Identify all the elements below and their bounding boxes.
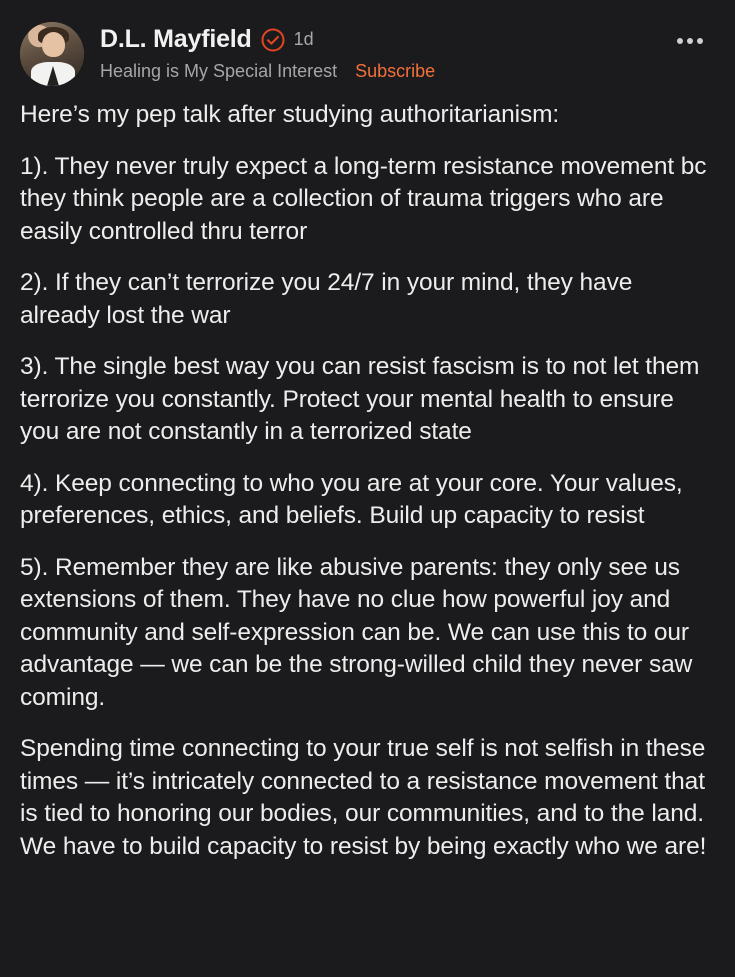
subscribe-button[interactable]: Subscribe xyxy=(355,61,436,81)
dot xyxy=(687,38,693,44)
post-paragraph: Here’s my pep talk after studying authoritarianism: xyxy=(20,101,560,128)
avatar[interactable] xyxy=(20,22,84,86)
publication-row xyxy=(100,61,715,82)
ellipsis-icon[interactable] xyxy=(671,32,709,50)
ellipsis-dots xyxy=(677,38,703,44)
post-body xyxy=(20,92,715,863)
post-header-text xyxy=(100,22,715,82)
post-paragraph: 3). The single best way you can resist fascism is to not let them terrorize you constantly. Protect your mental health to ensure you are not constantly in a terrorized state xyxy=(20,353,700,445)
verified-check-icon xyxy=(261,28,285,52)
author-row xyxy=(100,25,715,54)
author-name[interactable]: D.L. Mayfield xyxy=(100,25,252,53)
post-paragraph: 1). They never truly expect a long-term resistance movement bc they think people are a collection of trauma triggers who are easily controlled thru terror xyxy=(20,152,707,245)
avatar-face xyxy=(42,32,65,57)
post-paragraph: 2). If they can’t terrorize you 24/7 in your mind, they have already lost the war xyxy=(20,269,633,329)
post-paragraph: 4). Keep connecting to who you are at your core. Your values, preferences, ethics, and beliefs. Build up capacity to resist xyxy=(20,469,683,529)
post-paragraph: Spending time connecting to your true self is not selfish in these times — it’s intricately connected to a resistance movement that is tied to honoring our bodies, our communities, and to the land. We have to build capacity to resist by being exactly who we are! xyxy=(20,735,707,860)
post-header xyxy=(20,22,715,92)
dot xyxy=(677,38,683,44)
post-paragraph: 5). Remember they are like abusive parents: they only see us extensions of them. They have no clue how powerful joy and community and self-expression can be. We can use this to our advantage — we can be the strong-willed child they never saw coming. xyxy=(20,553,693,711)
publication-name[interactable]: Healing is My Special Interest xyxy=(100,61,338,81)
dot xyxy=(697,38,703,44)
post-timestamp: 1d xyxy=(293,29,314,49)
